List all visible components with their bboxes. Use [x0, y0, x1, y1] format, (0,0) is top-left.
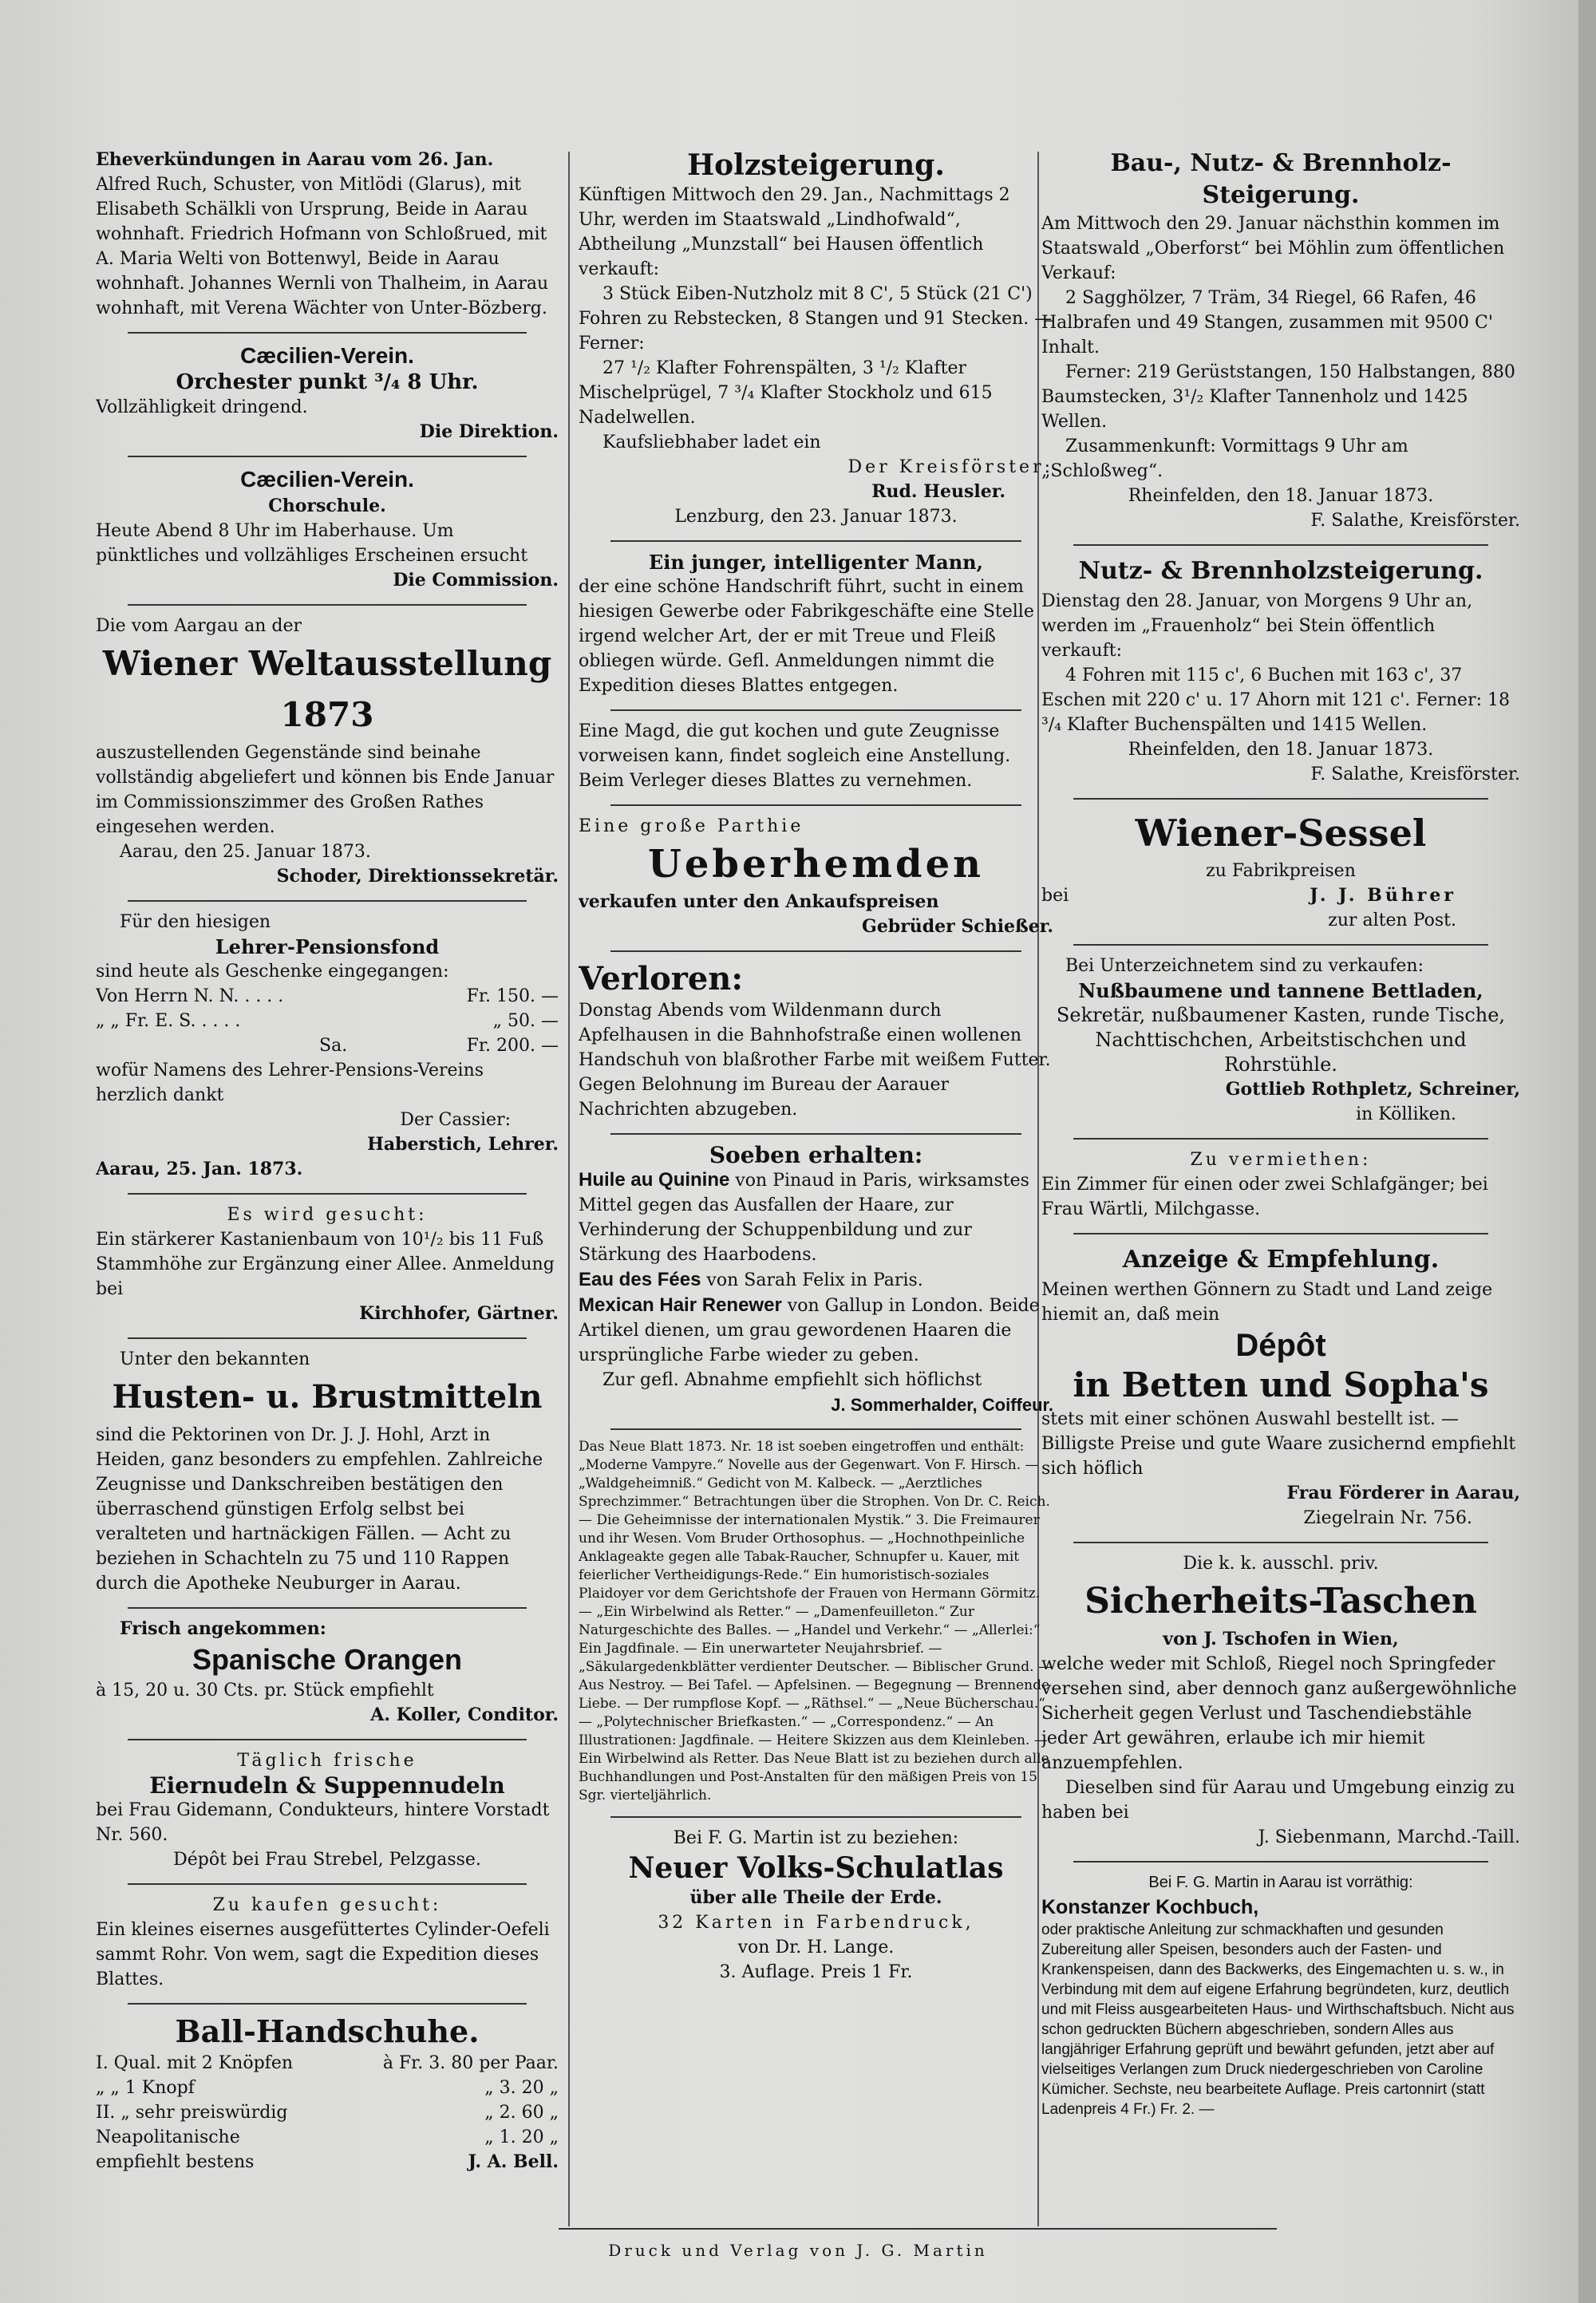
divider [128, 1337, 527, 1339]
ad-subtitle: Chorschule. [268, 496, 386, 516]
divider [128, 604, 527, 606]
ad-title: Ein junger, intelligenter Mann, [649, 551, 983, 574]
ad-title: Cæcilien-Verein. [240, 467, 414, 492]
ad-sub: über alle Theile der Erde. [689, 1887, 942, 1908]
ad-signature: Haberstich, Lehrer. [367, 1134, 559, 1155]
divider [128, 900, 527, 902]
product-name: Eau des Fées [579, 1269, 701, 1290]
column-divider [568, 152, 570, 2226]
ad-edition: 3. Auflage. Preis 1 Fr. [719, 1962, 913, 1982]
ad-depot: Dépôt bei Frau Strebel, Pelzgasse. [173, 1850, 481, 1870]
ad-note: Vollzähligkeit dringend. [96, 397, 308, 417]
ad-office: Der Kreisförster: [847, 457, 1053, 477]
ad-title: Lehrer-Pensionsfond [215, 935, 440, 958]
ad-pre: Täglich frische [237, 1751, 417, 1771]
ad-signature: Gottlieb Rothpletz, Schreiner, [1225, 1079, 1520, 1100]
divider [610, 950, 1021, 952]
ad-bei: bei [1041, 886, 1069, 906]
ad-text: Zur gefl. Abnahme empfiehlt sich höflichst [602, 1370, 982, 1390]
divider [610, 1428, 1021, 1430]
ad-text: Ein stärkerer Kastanienbaum von 10¹/₂ bis 11 Fuß Stammhöhe zur Ergänzung einer Allee. Anmeldung bei [96, 1230, 555, 1299]
ad-junger-mann [579, 550, 1053, 698]
ad-neue-blatt [579, 1438, 1053, 1805]
footer-divider [559, 2228, 1277, 2230]
product-name: Huile au Quinine [579, 1169, 730, 1191]
ad-text: 3 Stück Eiben-Nutzholz mit 8 C', 5 Stück (21 C') Fohren zu Rebstecken, 8 Stangen und 91 Stecken. — Ferner: [579, 284, 1053, 354]
divider [1073, 798, 1488, 800]
ad-title: Husten- u. Brustmitteln [112, 1378, 543, 1416]
donation-value: „ 50. — [492, 1011, 559, 1031]
ad-pre: Bei F. G. Martin ist zu beziehen: [673, 1828, 959, 1848]
divider [610, 804, 1021, 806]
ad-text: 27 ¹/₂ Klafter Fohrenspälten, 3 ¹/₂ Klafter Mischelprügel, 7 ³/₄ Klafter Stockholz und 615 Nadelwellen. [579, 358, 993, 428]
ad-place: Ziegelrain Nr. 756. [1303, 1508, 1472, 1528]
price-row [96, 2100, 559, 2125]
ad-text: Ein Zimmer für einen oder zwei Schlafgänger; bei Frau Wärtli, Milchgasse. [1041, 1175, 1488, 1219]
ad-place: in Kölliken. [1356, 1104, 1456, 1124]
ad-text: bei Frau Gidemann, Condukteurs, hintere Vorstadt Nr. 560. [96, 1800, 550, 1845]
ad-date: Rheinfelden, den 18. Januar 1873. [1128, 486, 1434, 506]
divider [610, 1133, 1021, 1135]
ad-text: Sekretär, nußbaumener Kasten, runde Tische, Nachttischchen, Arbeitstischchen und Rohrstühle. [1056, 1004, 1506, 1076]
ad-pre: Unter den bekannten [120, 1349, 310, 1369]
ad-title: Anzeige & Empfehlung. [1122, 1246, 1440, 1274]
ad-title-2: in Betten und Sopha's [1073, 1365, 1489, 1404]
ad-title: Soeben erhalten: [709, 1142, 923, 1168]
price-footer [96, 2150, 559, 2175]
ad-text: Kaufsliebhaber ladet ein [602, 433, 821, 452]
ad-soeben-erhalten [579, 1143, 1053, 1417]
ad-title: Wiener-Sessel [1135, 812, 1427, 855]
ad-text: Donstag Abends vom Wildenmann durch Apfelhausen in die Bahnhofstraße einen wollenen Handschuh von blaßrother Farbe mit weißem Futter. Gegen Belohnung im Bureau der Aarauer Nachrichten abzugeben. [579, 1001, 1051, 1120]
page-footer-imprint: Druck und Verlag von J. G. Martin [608, 2241, 988, 2260]
ad-magd [579, 719, 1053, 793]
donation-label: „ „ Fr. E. S. . . . . [96, 1011, 241, 1031]
donation-label: Sa. [319, 1036, 348, 1056]
ad-signature: Schoder, Direktionssekretär. [276, 866, 559, 887]
product-text: von Pinaud in Paris, wirksamstes Mittel gegen das Ausfallen der Haare, zur Verhinderung der Schuppenbildung und zur Stärkung des Haarbodens. [579, 1171, 1029, 1265]
ad-title: Holzsteigerung. [687, 148, 945, 182]
ad-author: von Dr. H. Lange. [737, 1938, 895, 1957]
product-name: Mexican Hair Renewer [579, 1294, 782, 1316]
ad-pre: Für den hiesigen [120, 912, 271, 932]
ad-kastanienbaum [96, 1203, 559, 1326]
ad-holzsteigerung [579, 148, 1053, 529]
ad-depot: Dépôt [1235, 1328, 1326, 1363]
divider [128, 1883, 527, 1885]
ad-pre: Frisch angekommen: [120, 1618, 326, 1639]
price-row [96, 2125, 559, 2150]
ad-signature: Gebrüder Schießer. [862, 916, 1053, 937]
donation-total-row [96, 1033, 559, 1058]
ad-kochbuch [1041, 1870, 1520, 2119]
ad-signature: Rud. Heusler. [871, 481, 1005, 502]
ad-text: 4 Fohren mit 115 c', 6 Buchen mit 163 c', 37 Eschen mit 220 c' u. 17 Ahorn mit 121 c'. Ferner: 18 ³/₄ Klafter Buchenspälten und 1415 Wellen. [1041, 666, 1510, 735]
ad-line: zur alten Post. [1328, 911, 1456, 930]
ad-signature: Kirchhofer, Gärtner. [359, 1303, 559, 1324]
ad-signature: Frau Förderer in Aarau, [1286, 1483, 1520, 1503]
ad-title: Ueberhemden [647, 842, 984, 887]
ad-nutz-brennholz [1041, 554, 1520, 787]
ad-signature: Die Direktion. [419, 421, 559, 442]
ad-title: Spanische Orangen [192, 1643, 463, 1676]
ad-text: Meinen werthen Gönnern zu Stadt und Land zeige hiemit an, daß mein [1041, 1280, 1493, 1325]
ad-intro: sind heute als Geschenke eingegangen: [96, 962, 449, 982]
ad-title: Konstanzer Kochbuch, [1041, 1896, 1259, 1918]
donation-row [96, 1009, 559, 1033]
ad-caecilien-chorschule [96, 465, 559, 593]
ad-text: Dieselben sind für Aarau und Umgebung einzig zu haben bei [1041, 1778, 1515, 1823]
ad-signature: F. Salathe, Kreisförster. [1310, 764, 1520, 784]
ad-text: Eine Magd, die gut kochen und gute Zeugnisse vorweisen kann, findet sogleich eine Anstellung. Beim Verleger dieses Blattes zu vernehmen. [579, 721, 1011, 791]
donation-value: Fr. 200. — [466, 1036, 559, 1056]
ad-title: Eheverkündungen in Aarau vom 26. Jan. [96, 149, 494, 170]
ad-line: zu Fabrikpreisen [1206, 861, 1356, 881]
ad-eiernudeln [96, 1748, 559, 1872]
ad-text: auszustellenden Gegenstände sind beinahe vollständig abgeliefert und können bis Ende Januar im Commissionszimmer des Großen Rathes eingesehen werden. [96, 743, 555, 837]
ad-schulatlas [579, 1826, 1053, 1985]
donation-row [96, 984, 559, 1009]
column-1 [96, 148, 559, 2186]
divider [1073, 1138, 1488, 1140]
ad-weltausstellung [96, 614, 559, 889]
ad-text: sind die Pektorinen von Dr. J. J. Hohl, Arzt in Heiden, ganz besonders zu empfehlen. Zahlreiche Zeugnisse und Dankschreiben bestätigen den überraschend günstigen Erfolg selbst bei veralteten und hartnäckigen Fällen. — Acht zu beziehen in Schachteln zu 75 und 110 Rappen durch die Apotheke Neuburger in Aarau. [96, 1425, 543, 1594]
ad-eheverkuendungen [96, 148, 559, 321]
ad-brustmittel [96, 1347, 559, 1596]
ad-lehrer-pensionsfond [96, 910, 559, 1182]
price-row [96, 2076, 559, 2100]
column-3 [1041, 148, 1520, 2131]
ad-title: Neuer Volks-Schulatlas [628, 1851, 1004, 1885]
ad-title: Nutz- & Brennholzsteigerung. [1078, 557, 1483, 585]
ad-row [1041, 883, 1520, 908]
ad-title: Bau-, Nutz- & Brennholz-Steigerung. [1110, 149, 1452, 209]
ad-text: wofür Namens des Lehrer-Pensions-Vereins herzlich dankt [96, 1061, 484, 1105]
ad-signature: Die Commission. [393, 570, 559, 591]
ad-date: Lenzburg, den 23. Januar 1873. [674, 507, 958, 527]
ad-signature: J. J. Bührer [1310, 885, 1456, 906]
divider [1073, 544, 1488, 546]
price-row [96, 2051, 559, 2076]
divider [128, 1739, 527, 1740]
ad-signature: F. Salathe, Kreisförster. [1310, 511, 1520, 531]
ad-title: Wiener Weltausstellung 1873 [102, 644, 552, 734]
ad-ueberhemden [579, 814, 1053, 939]
price-value: „ 2. 60 „ [484, 2103, 559, 2123]
ad-date: Aarau, 25. Jan. 1873. [96, 1159, 303, 1179]
ad-text: verkaufen unter den Ankaufspreisen [579, 891, 939, 912]
ad-text: Ferner: 219 Gerüststangen, 150 Halbstangen, 880 Baumstecken, 3¹/₂ Klafter Tannenholz und 1425 Wellen. [1041, 362, 1515, 432]
product-text: von Sarah Felix in Paris. [706, 1270, 923, 1290]
ad-text: Das Neue Blatt 1873. Nr. 18 ist soeben eingetroffen und enthält: „Moderne Vampyre.“ Novelle aus der Gegenwart. Von F. Hirsch. — „Waldgeheimniß.“ Gedicht von M. Kalbeck. — „Aerztliches Sprechzimmer.“ Betrachtungen über die Strophen. Von Dr. C. Reich. — Die Geheimnisse der internationalen Mystik.“ 3. Die Freimaurer und ihr Wesen. Vom Bruder Orthosophus. — „Hochnothpeinliche Anklageakte gegen alle Tabak-Raucher, Schnupfer u. Kauer, mit feierlicher Vertheidigungs-Rede.“ Ein humoristisch-soziales Plaidoyer vor dem Gerichtshofe der Frauen von Hermann Görmitz. — „Ein Wirbelwind als Retter.“ — „Damenfeuilleton.“ Zur Naturgeschichte des Balles. — „Handel und Verkehr.“ — „Allerlei:“ Ein Jagdfinale. — Ein unerwarteter Neujahrsbrief. — „Säkulargedenkblätter verdienter Deutscher. — Biblischer Grund. — Aus Nestroy. — Bei Tafel. — Apfelsinen. — Begegnung — Brennende Liebe. — Der rumpflose Kopf. — „Räthsel.“ — „Neue Bücherschau.“ — „Polytechnischer Briefkasten.“ — „Correspondenz.“ — An Illustrationen: Jagdfinale. — Heitere Skizzen aus dem Kleinleben. — Ein Wirbelwind als Retter. Das Neue Blatt ist zu beziehen durch alle Buchhandlungen und Post-Anstalten für den mäßigen Preis von 15 Sgr. vierteljährlich. [579, 1439, 1052, 1803]
ad-text: Ein kleines eisernes ausgefüttertes Cylinder-Oefeli sammt Rohr. Von wem, sagt die Expedition dieses Blattes. [96, 1920, 550, 1989]
ad-sub: von J. Tschofen in Wien, [1163, 1629, 1399, 1649]
ad-line: Orchester punkt ³/₄ 8 Uhr. [176, 370, 479, 394]
ad-oefeli [96, 1893, 559, 1992]
ad-title: Verloren: [579, 960, 744, 997]
ad-bau-nutz-brennholz [1041, 148, 1520, 533]
ad-foot: empfiehlt bestens [96, 2152, 255, 2172]
price-label: Neapolitanische [96, 2127, 240, 2147]
ad-zimmer [1041, 1148, 1520, 1222]
ad-text: à 15, 20 u. 30 Cts. pr. Stück empfiehlt [96, 1681, 434, 1701]
ad-signature: J. Sommerhalder, Coiffeur. [831, 1395, 1053, 1415]
ad-orangen [96, 1617, 559, 1728]
ad-signature: A. Koller, Conditor. [370, 1705, 559, 1725]
divider [1073, 1233, 1488, 1234]
ad-pre: Eine große Parthie [579, 816, 804, 836]
price-label: I. Qual. mit 2 Knöpfen [96, 2053, 294, 2073]
column-2 [579, 148, 1053, 1996]
divider [1073, 944, 1488, 946]
ad-text: 32 Karten in Farbendruck, [658, 1913, 974, 1933]
ad-cassier: Der Cassier: [400, 1110, 511, 1130]
ad-title: Es wird gesucht: [227, 1205, 428, 1225]
ad-pre: Bei F. G. Martin in Aarau ist vorräthig: [1148, 1874, 1413, 1891]
ad-signature: J. Siebenmann, Marchd.-Taill. [1258, 1827, 1520, 1847]
ad-text: der eine schöne Handschrift führt, sucht in einem hiesigen Gewerbe oder Fabrikgeschäfte eine Stelle irgend welcher Art, der er mit Treue und Fleiß obliegen würde. Gefl. Anmeldungen nimmt die Expedition dieses Blattes entgegen. [579, 577, 1034, 696]
ad-text: Am Mittwoch den 29. Januar nächsthin kommen im Staatswald „Oberforst“ bei Möhlin zum öffentlichen Verkauf: [1041, 214, 1505, 283]
ad-pre: Bei Unterzeichnetem sind zu verkaufen: [1065, 956, 1424, 976]
page-edge-shadow [1578, 0, 1596, 2303]
ad-caecilien-orchester [96, 342, 559, 444]
ad-verloren [579, 960, 1053, 1122]
ad-anzeige-empfehlung [1041, 1242, 1520, 1531]
ad-title: Eiernudeln & Suppennudeln [149, 1772, 505, 1799]
ad-title: Ball-Handschuhe. [175, 2013, 480, 2049]
divider [610, 709, 1021, 711]
ad-text: stets mit einer schönen Auswahl bestellt ist. — Billigste Preise und gute Waare zusichernd empfiehlt sich höflich [1041, 1409, 1516, 1479]
divider [128, 332, 527, 334]
ad-title: Zu kaufen gesucht: [212, 1895, 442, 1915]
divider [128, 2003, 527, 2005]
divider [610, 540, 1021, 542]
price-value: „ 1. 20 „ [484, 2127, 559, 2147]
price-value: à Fr. 3. 80 per Paar. [382, 2053, 559, 2073]
ad-text: Heute Abend 8 Uhr im Haberhause. Um pünktliches und vollzähliges Erscheinen ersucht [96, 521, 528, 566]
ad-signature: J. A. Bell. [468, 2151, 559, 2172]
divider [128, 456, 527, 457]
ad-title: Zu vermiethen: [1190, 1150, 1372, 1170]
donation-value: Fr. 150. — [466, 986, 559, 1006]
divider [128, 1193, 527, 1195]
ad-title: Nußbaumene und tannene Bettladen, [1078, 979, 1483, 1002]
ad-date: Rheinfelden, den 18. Januar 1873. [1128, 740, 1434, 760]
divider [610, 1816, 1021, 1818]
divider [1073, 1542, 1488, 1543]
ad-title: Cæcilien-Verein. [240, 343, 414, 368]
ad-text: Dienstag den 28. Januar, von Morgens 9 Uhr an, werden im „Frauenholz“ bei Stein öffentlich verkauft: [1041, 591, 1473, 661]
ad-text: Alfred Ruch, Schuster, von Mitlödi (Glarus), mit Elisabeth Schälkli von Ursprung, Beide in Aarau wohnhaft. Friedrich Hofmann von Schloßrued, mit A. Maria Welti von Bottenwyl, Beide in Aarau wohnhaft. Johannes Wernli von Thalheim, in Aarau wohnhaft, mit Verena Wächter von Unter-Bözberg. [96, 175, 549, 318]
price-label: „ „ 1 Knopf [96, 2078, 195, 2098]
ad-ball-handschuhe [96, 2013, 559, 2175]
divider [128, 1607, 527, 1609]
price-value: „ 3. 20 „ [484, 2078, 559, 2098]
ad-text: welche weder mit Schloß, Riegel noch Springfeder versehen sind, aber dennoch ganz außergewöhnliche Sicherheit gegen Verlust und Taschendiebstähle jeder Art gewähren, erlaube ich mir hiemit anzuempfehlen. [1041, 1654, 1517, 1773]
product-text: von Gallup in London. Beide Artikel dienen, um grau gewordenen Haaren die ursprüngliche Farbe wieder zu geben. [579, 1296, 1040, 1365]
ad-place: Aarau, den 25. Januar 1873. [120, 842, 371, 862]
ad-wiener-sessel [1041, 808, 1520, 933]
ad-pre: Die k. k. ausschl. priv. [1183, 1554, 1379, 1574]
ad-text: 2 Sagghölzer, 7 Träm, 34 Riegel, 66 Rafen, 46 Halbrafen und 49 Stangen, zusammen mit 9500 C' Inhalt. [1041, 288, 1493, 357]
ad-sicherheits-taschen [1041, 1551, 1520, 1850]
price-label: II. „ sehr preiswürdig [96, 2103, 288, 2123]
ad-bettladen [1041, 954, 1520, 1127]
ad-text: Zusammenkunft: Vormittags 9 Uhr am „Schloßweg“. [1041, 437, 1408, 481]
divider [1073, 1861, 1488, 1863]
donation-label: Von Herrn N. N. . . . . [96, 986, 284, 1006]
ad-text: Künftigen Mittwoch den 29. Jan., Nachmittags 2 Uhr, werden im Staatswald „Lindhofwald“, Abtheilung „Munzstall“ bei Hausen öffentlich verkauft: [579, 185, 1010, 279]
ad-text: oder praktische Anleitung zur schmackhaften und gesunden Zubereitung aller Speisen, besonders auch der Fasten- und Krankenspeisen, dann des Backwerks, des Eingemachten u. s. w., in Verbindung mit dem auf eigene Erfahrung begründeten, kurz, deutlich und mit Fleiss ausgearbeiteten Haus- und Wirthschaftsbuch. Nicht aus schon gedruckten Büchern abgeschrieben, sondern Alles aus langjähriger Erfahrung geprüft und bewährt gefunden, jetzt aber auf vielseitiges Verlangen zum Druck niedergeschrieben von Caroline Kümicher. Sechste, neu bearbeitete Auflage. Preis cartonnirt (statt Ladenpreis 4 Fr.) Fr. 2. — [1041, 1922, 1515, 2118]
ad-pre: Die vom Aargau an der [96, 616, 302, 636]
ad-title: Sicherheits-Taschen [1084, 1581, 1477, 1622]
